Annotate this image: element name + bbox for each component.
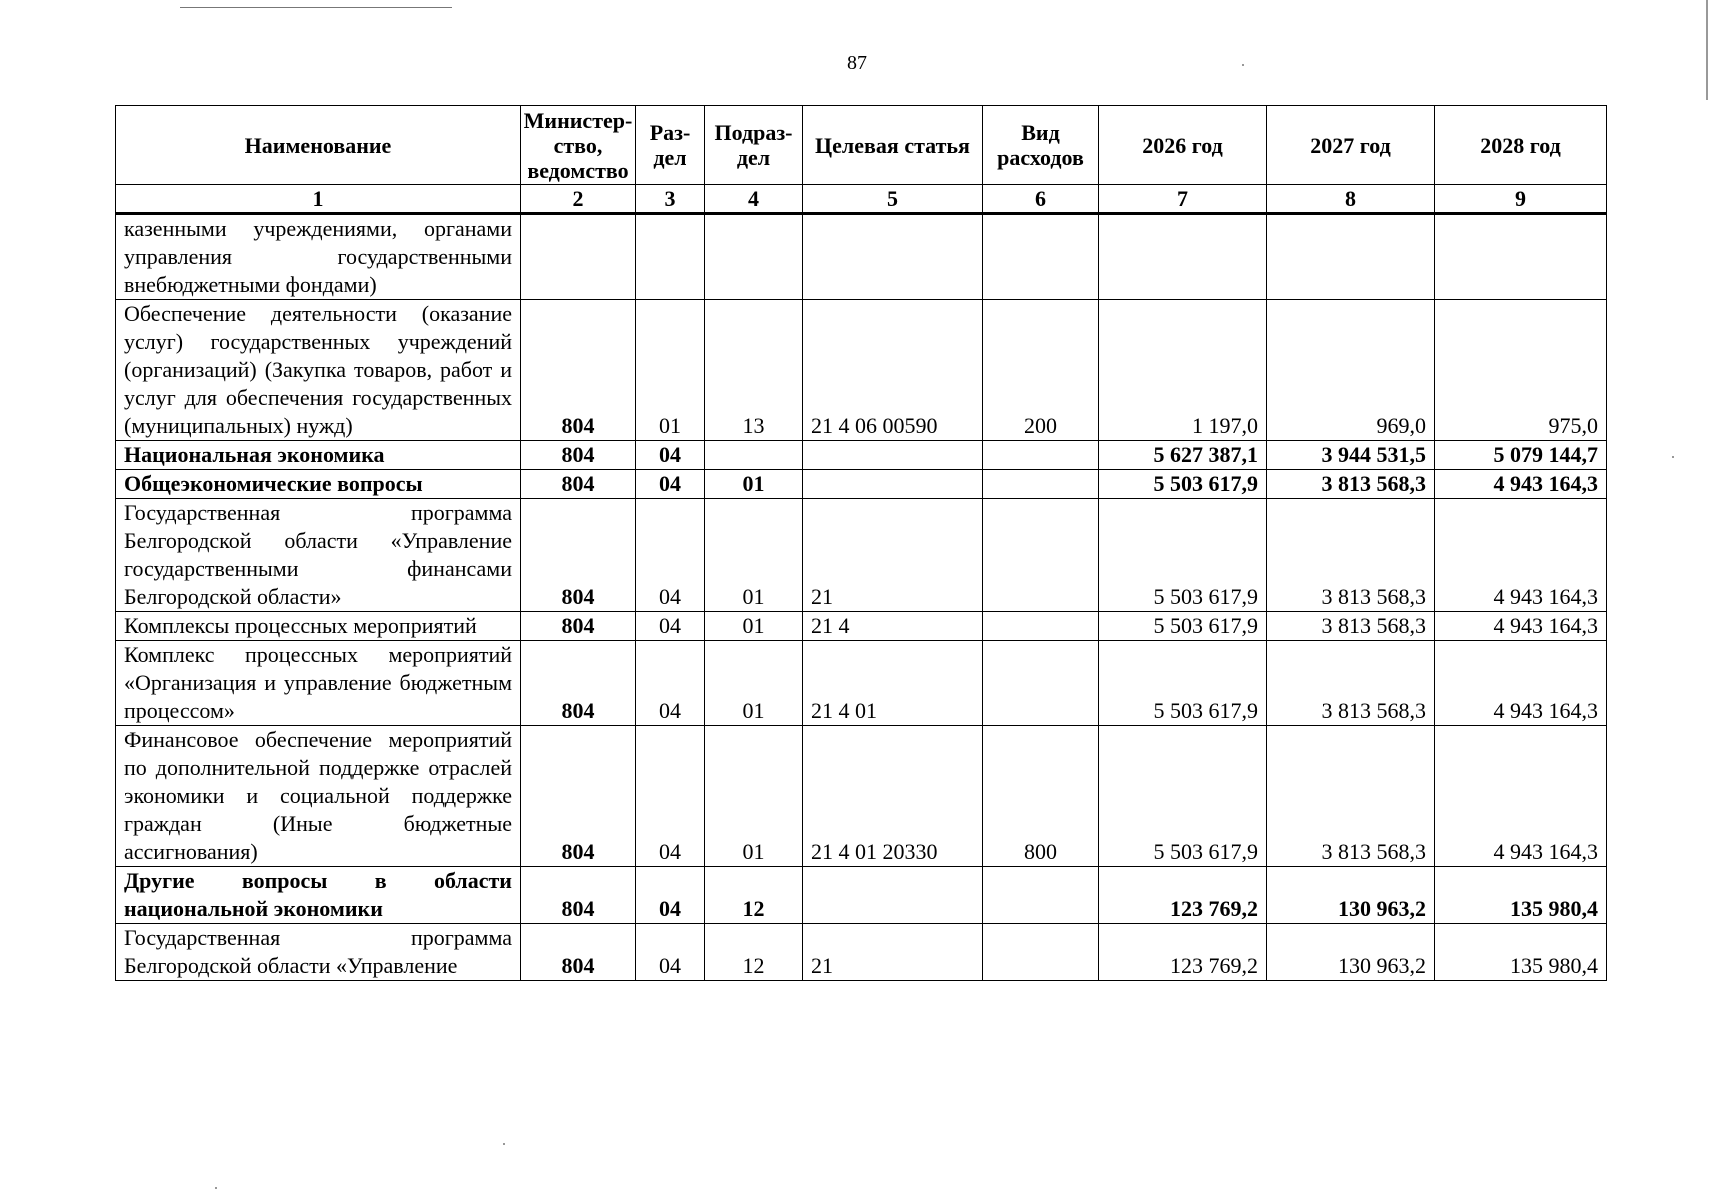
row-podrazdel xyxy=(705,214,803,300)
column-number: 4 xyxy=(705,185,803,214)
column-number: 6 xyxy=(983,185,1099,214)
row-target xyxy=(803,867,983,924)
row-2027: 130 963,2 xyxy=(1267,867,1435,924)
row-target xyxy=(803,470,983,499)
table-header-row xyxy=(116,106,1607,185)
row-ministry: 804 xyxy=(521,867,636,924)
row-podrazdel: 13 xyxy=(705,300,803,441)
header-razdel xyxy=(636,106,705,185)
row-ministry: 804 xyxy=(521,612,636,641)
row-vid xyxy=(983,441,1099,470)
row-ministry: 804 xyxy=(521,499,636,612)
row-vid xyxy=(983,499,1099,612)
row-2026: 123 769,2 xyxy=(1099,924,1267,981)
scan-edge-mark xyxy=(1706,0,1708,100)
row-2027: 3 813 568,3 xyxy=(1267,726,1435,867)
row-2027: 3 813 568,3 xyxy=(1267,641,1435,726)
row-razdel: 04 xyxy=(636,441,705,470)
row-vid: 800 xyxy=(983,726,1099,867)
row-2026: 5 503 617,9 xyxy=(1099,470,1267,499)
column-number: 8 xyxy=(1267,185,1435,214)
table-row xyxy=(116,214,1607,300)
row-2028: 4 943 164,3 xyxy=(1435,499,1607,612)
row-target: 21 4 06 00590 xyxy=(803,300,983,441)
row-2026: 5 503 617,9 xyxy=(1099,641,1267,726)
scan-speck xyxy=(215,1187,217,1189)
row-razdel: 01 xyxy=(636,300,705,441)
row-podrazdel: 01 xyxy=(705,641,803,726)
row-2028: 4 943 164,3 xyxy=(1435,470,1607,499)
row-target: 21 xyxy=(803,924,983,981)
column-number: 2 xyxy=(521,185,636,214)
row-target: 21 4 01 20330 xyxy=(803,726,983,867)
row-razdel: 04 xyxy=(636,612,705,641)
row-podrazdel: 01 xyxy=(705,612,803,641)
row-2028: 4 943 164,3 xyxy=(1435,641,1607,726)
table-row xyxy=(116,924,1607,981)
row-razdel xyxy=(636,214,705,300)
row-target xyxy=(803,441,983,470)
column-number: 9 xyxy=(1435,185,1607,214)
row-2026: 1 197,0 xyxy=(1099,300,1267,441)
row-razdel: 04 xyxy=(636,641,705,726)
row-name: Финансовое обеспечение мероприятий по дополнительной поддержке отраслей экономики и социальной поддержке граждан (Иные бюджетные ассигнования) xyxy=(116,726,521,867)
table-row xyxy=(116,641,1607,726)
row-name: Общеэкономические вопросы xyxy=(116,470,521,499)
scan-speck xyxy=(503,1143,505,1145)
column-number: 7 xyxy=(1099,185,1267,214)
row-podrazdel xyxy=(705,441,803,470)
header-name: Наименование xyxy=(116,106,521,185)
header-2027: 2027 год xyxy=(1267,106,1435,185)
table-row xyxy=(116,470,1607,499)
row-target: 21 4 xyxy=(803,612,983,641)
row-2027: 130 963,2 xyxy=(1267,924,1435,981)
row-2028: 135 980,4 xyxy=(1435,867,1607,924)
row-vid xyxy=(983,214,1099,300)
scan-top-rule xyxy=(180,7,452,8)
row-target: 21 4 01 xyxy=(803,641,983,726)
row-vid xyxy=(983,924,1099,981)
table-row xyxy=(116,726,1607,867)
scan-speck xyxy=(1672,456,1674,458)
row-2027: 3 813 568,3 xyxy=(1267,499,1435,612)
row-name: казенными учреждениями, органами управления государственными внебюджетными фондами) xyxy=(116,214,521,300)
row-podrazdel: 12 xyxy=(705,924,803,981)
row-ministry: 804 xyxy=(521,641,636,726)
row-2028: 4 943 164,3 xyxy=(1435,726,1607,867)
header-ministry xyxy=(521,106,636,185)
row-2026 xyxy=(1099,214,1267,300)
row-2028: 5 079 144,7 xyxy=(1435,441,1607,470)
table-row xyxy=(116,612,1607,641)
row-name: Национальная экономика xyxy=(116,441,521,470)
row-ministry: 804 xyxy=(521,441,636,470)
budget-table xyxy=(115,105,1607,981)
row-podrazdel: 12 xyxy=(705,867,803,924)
row-razdel: 04 xyxy=(636,726,705,867)
row-razdel: 04 xyxy=(636,499,705,612)
row-name: Комплекс процессных мероприятий «Организация и управление бюджетным процессом» xyxy=(116,641,521,726)
row-ministry: 804 xyxy=(521,300,636,441)
column-number: 3 xyxy=(636,185,705,214)
row-vid xyxy=(983,641,1099,726)
row-name: Комплексы процессных мероприятий xyxy=(116,612,521,641)
header-2028: 2028 год xyxy=(1435,106,1607,185)
row-razdel: 04 xyxy=(636,470,705,499)
page-number: 87 xyxy=(847,52,867,74)
row-2027: 3 944 531,5 xyxy=(1267,441,1435,470)
row-target xyxy=(803,214,983,300)
header-2026: 2026 год xyxy=(1099,106,1267,185)
row-2028: 4 943 164,3 xyxy=(1435,612,1607,641)
row-vid xyxy=(983,867,1099,924)
header-podrazdel xyxy=(705,106,803,185)
table-row xyxy=(116,867,1607,924)
table-row xyxy=(116,300,1607,441)
header-target: Целевая статья xyxy=(803,106,983,185)
row-2026: 5 503 617,9 xyxy=(1099,726,1267,867)
table-row xyxy=(116,499,1607,612)
row-2026: 5 627 387,1 xyxy=(1099,441,1267,470)
row-ministry xyxy=(521,214,636,300)
column-number: 1 xyxy=(116,185,521,214)
row-podrazdel: 01 xyxy=(705,470,803,499)
row-2026: 5 503 617,9 xyxy=(1099,499,1267,612)
row-ministry: 804 xyxy=(521,470,636,499)
row-2027: 3 813 568,3 xyxy=(1267,612,1435,641)
row-2026: 123 769,2 xyxy=(1099,867,1267,924)
row-razdel: 04 xyxy=(636,867,705,924)
row-vid: 200 xyxy=(983,300,1099,441)
row-name: Обеспечение деятельности (оказание услуг) государственных учреждений (организаций) (Закупка товаров, работ и услуг для обеспечения государственных (муниципальных) нужд) xyxy=(116,300,521,441)
row-vid xyxy=(983,470,1099,499)
row-2028: 975,0 xyxy=(1435,300,1607,441)
header-razdel-text: Раз-дел xyxy=(649,120,691,170)
row-ministry: 804 xyxy=(521,924,636,981)
row-ministry: 804 xyxy=(521,726,636,867)
row-podrazdel: 01 xyxy=(705,499,803,612)
row-2027: 969,0 xyxy=(1267,300,1435,441)
row-target: 21 xyxy=(803,499,983,612)
row-razdel: 04 xyxy=(636,924,705,981)
budget-table-body xyxy=(116,214,1607,981)
row-2027: 3 813 568,3 xyxy=(1267,470,1435,499)
row-vid xyxy=(983,612,1099,641)
row-name: Государственная программа Белгородской области «Управление государственными финансами Белгородской области» xyxy=(116,499,521,612)
header-ministry-text: Министер-ство, ведомство xyxy=(523,107,633,183)
table-row xyxy=(116,441,1607,470)
row-2028 xyxy=(1435,214,1607,300)
row-2028: 135 980,4 xyxy=(1435,924,1607,981)
row-2026: 5 503 617,9 xyxy=(1099,612,1267,641)
row-name: Государственная программа Белгородской области «Управление xyxy=(116,924,521,981)
header-vid: Вид расходов xyxy=(983,106,1099,185)
column-number-row xyxy=(116,185,1607,214)
row-name: Другие вопросы в области национальной экономики xyxy=(116,867,521,924)
row-podrazdel: 01 xyxy=(705,726,803,867)
row-2027 xyxy=(1267,214,1435,300)
column-number: 5 xyxy=(803,185,983,214)
header-podrazdel-text: Подраз-дел xyxy=(714,120,793,170)
